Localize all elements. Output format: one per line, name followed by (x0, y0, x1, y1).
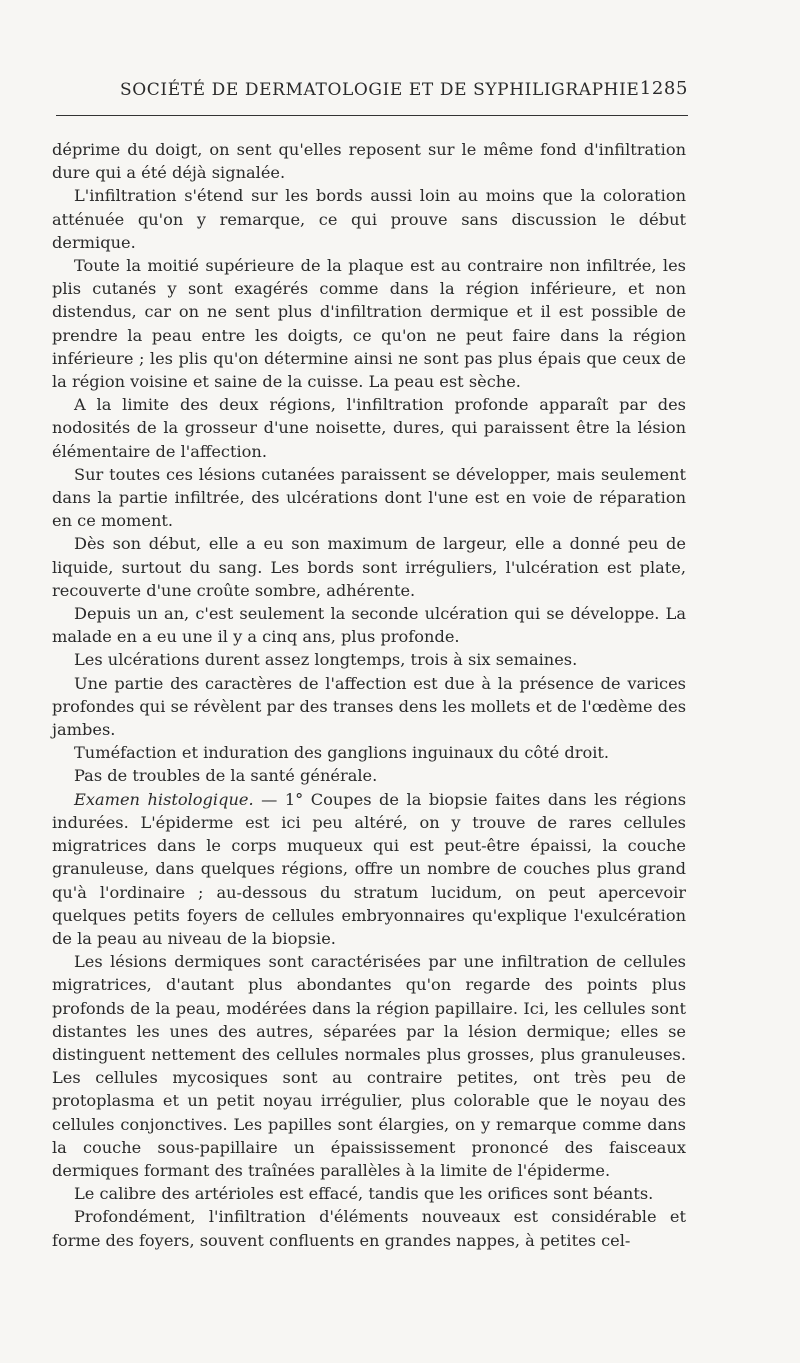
paragraph: Les lésions dermiques sont caractérisées par une infiltration de cellules migratrices, d'autant plus abondantes qu'on regarde des points plus profonds de la peau, modérées dans la région papillaire. Ici, les cellules sont distantes les unes des autres, séparées par la lésion dermique; elles se distinguent nettement des cellules normales plus grosses, plus granuleuses. Les cellules mycosiques sont au contraire petites, ont très peu de protoplasma et un petit noyau irrégulier, plus colorable que le noyau des cellules conjonctives. Les papilles sont élargies, on y remarque comme dans la couche sous-papillaire un épaississement prononcé des faisceaux dermiques formant des traînées parallèles à la limite de l'épiderme. (52, 952, 686, 1180)
paragraph: Le calibre des artérioles est effacé, tandis que les orifices sont béants. (74, 1184, 654, 1204)
paragraph: A la limite des deux régions, l'infiltration profonde apparaît par des nodosités de la grosseur d'une noisette, dures, qui paraissent être la lésion élémentaire de l'affection. (52, 395, 686, 461)
paragraph: Sur toutes ces lésions cutanées paraissent se développer, mais seulement dans la partie infiltrée, des ulcérations dont l'une est en voie de réparation en ce moment. (52, 464, 686, 531)
paragraph: Pas de troubles de la santé générale. (74, 766, 378, 786)
paragraph: Une partie des caractères de l'affection est due à la présence de varices profondes qui se révèlent par des transes dens les mollets et de l'œdème des jambes. (52, 673, 686, 740)
exam-text: — 1° Coupes de la biopsie faites dans les régions indurées. L'épiderme est ici peu altéré, on y trouve de rares cellules migratrices dans le corps muqueux qui est peut-être épaissi, la couche granuleuse, dans quelques régions, offre un nombre de couches plus grand qu'à l'ordinaire ; au-dessous du stratum lucidum, on peut apercevoir quelques petits foyers de cellules embryonnaires qu'explique l'exulcération de la peau au niveau de la biopsie. (52, 789, 686, 948)
exam-label: Examen histologique. (74, 789, 254, 809)
paragraph: Toute la moitié supérieure de la plaque est au contraire non infiltrée, les plis cutanés y sont exagérés comme dans la région inférieure, et non distendus, car on ne sent plus d'infiltration dermique et il est possible de prendre la peau entre les doigts, ce qu'on ne peut faire dans la région inférieure ; les plis qu'on détermine ainsi ne sont pas plus épais que ceux de la région voisine et saine de la cuisse. La peau est sèche. (52, 256, 686, 392)
running-head (56, 76, 688, 104)
paragraph: Les ulcérations durent assez longtemps, trois à six semaines. (74, 650, 578, 670)
body-text (52, 138, 686, 1252)
running-title: SOCIÉTÉ DE DERMATOLOGIE ET DE SYPHILIGRAPHIE (120, 80, 640, 100)
paragraph: Profondément, l'infiltration d'éléments nouveaux est considérable et forme des foyers, souvent confluents en grandes nappes, à petites cel- (52, 1207, 686, 1250)
page-number: 1285 (639, 78, 688, 99)
header-rule (56, 115, 688, 116)
paragraph: Tuméfaction et induration des ganglions inguinaux du côté droit. (74, 743, 610, 763)
paragraph: Dès son début, elle a eu son maximum de largeur, elle a donné peu de liquide, surtout du sang. Les bords sont irréguliers, l'ulcération est plate, recouverte d'une croûte sombre, adhérente. (52, 534, 686, 600)
paragraph: déprime du doigt, on sent qu'elles reposent sur le même fond d'infiltration dure qui a été déjà signalée. (52, 140, 686, 183)
paragraph: Depuis un an, c'est seulement la seconde ulcération qui se développe. La malade en a eu une il y a cinq ans, plus profonde. (52, 604, 686, 647)
paragraph: L'infiltration s'étend sur les bords aussi loin au moins que la coloration atténuée qu'on y remarque, ce qui prouve sans discussion le début dermique. (52, 186, 686, 252)
exam-paragraph (52, 788, 686, 950)
